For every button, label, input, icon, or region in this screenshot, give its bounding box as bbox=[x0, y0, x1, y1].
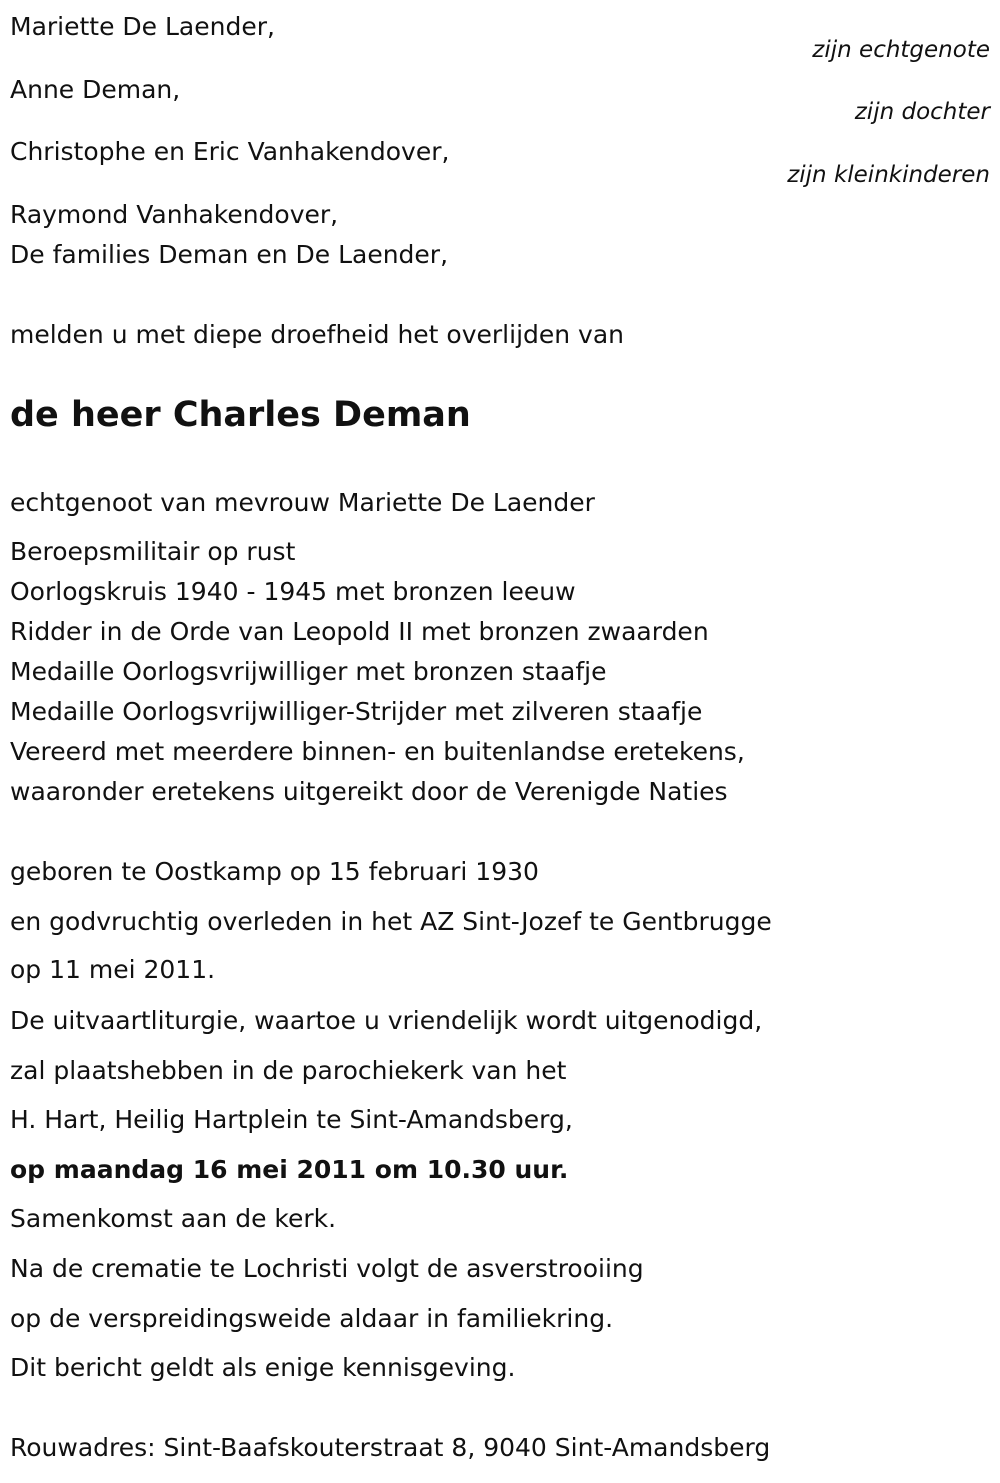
family-role: zijn kleinkinderen bbox=[787, 162, 990, 188]
honor-line: Ridder in de Orde van Leopold II met bronzen zwaarden bbox=[10, 617, 709, 646]
announcement: melden u met diepe droefheid het overlijden van bbox=[10, 320, 625, 349]
detail-line: H. Hart, Heilig Hartplein te Sint-Amandsberg, bbox=[10, 1105, 573, 1134]
family-role: zijn dochter bbox=[854, 99, 990, 125]
honor-line: Beroepsmilitair op rust bbox=[10, 537, 296, 566]
detail-line: zal plaatshebben in de parochiekerk van het bbox=[10, 1056, 567, 1085]
detail-line: op de verspreidingsweide aldaar in familiekring. bbox=[10, 1304, 614, 1333]
funeral-datetime: op maandag 16 mei 2011 om 10.30 uur. bbox=[10, 1155, 569, 1184]
detail-line: Na de crematie te Lochristi volgt de asverstrooiing bbox=[10, 1254, 644, 1283]
detail-line: Dit bericht geldt als enige kennisgeving. bbox=[10, 1353, 516, 1382]
detail-line: Samenkomst aan de kerk. bbox=[10, 1204, 337, 1233]
honor-line: Vereerd met meerdere binnen- en buitenlandse eretekens, bbox=[10, 737, 745, 766]
detail-line: De uitvaartliturgie, waartoe u vriendelijk wordt uitgenodigd, bbox=[10, 1006, 763, 1035]
honor-line: Medaille Oorlogsvrijwilliger-Strijder met zilveren staafje bbox=[10, 697, 703, 726]
family-name: Christophe en Eric Vanhakendover, bbox=[10, 137, 450, 166]
mourning-address: Rouwadres: Sint-Baafskouterstraat 8, 9040 Sint-Amandsberg bbox=[10, 1433, 771, 1462]
family-name: Raymond Vanhakendover, bbox=[10, 200, 339, 229]
family-name: Mariette De Laender, bbox=[10, 12, 275, 41]
family-role: zijn echtgenote bbox=[812, 37, 990, 63]
detail-line: op 11 mei 2011. bbox=[10, 955, 216, 984]
honor-line: Oorlogskruis 1940 - 1945 met bronzen leeuw bbox=[10, 577, 576, 606]
honor-line: Medaille Oorlogsvrijwilliger met bronzen staafje bbox=[10, 657, 607, 686]
deceased-name: de heer Charles Deman bbox=[10, 395, 471, 435]
spouse-line: echtgenoot van mevrouw Mariette De Laender bbox=[10, 488, 595, 517]
honor-line: waaronder eretekens uitgereikt door de Verenigde Naties bbox=[10, 777, 728, 806]
family-name: Anne Deman, bbox=[10, 75, 181, 104]
detail-line: geboren te Oostkamp op 15 februari 1930 bbox=[10, 857, 539, 886]
detail-line: en godvruchtig overleden in het AZ Sint-Jozef te Gentbrugge bbox=[10, 907, 772, 936]
family-name: De families Deman en De Laender, bbox=[10, 240, 449, 269]
